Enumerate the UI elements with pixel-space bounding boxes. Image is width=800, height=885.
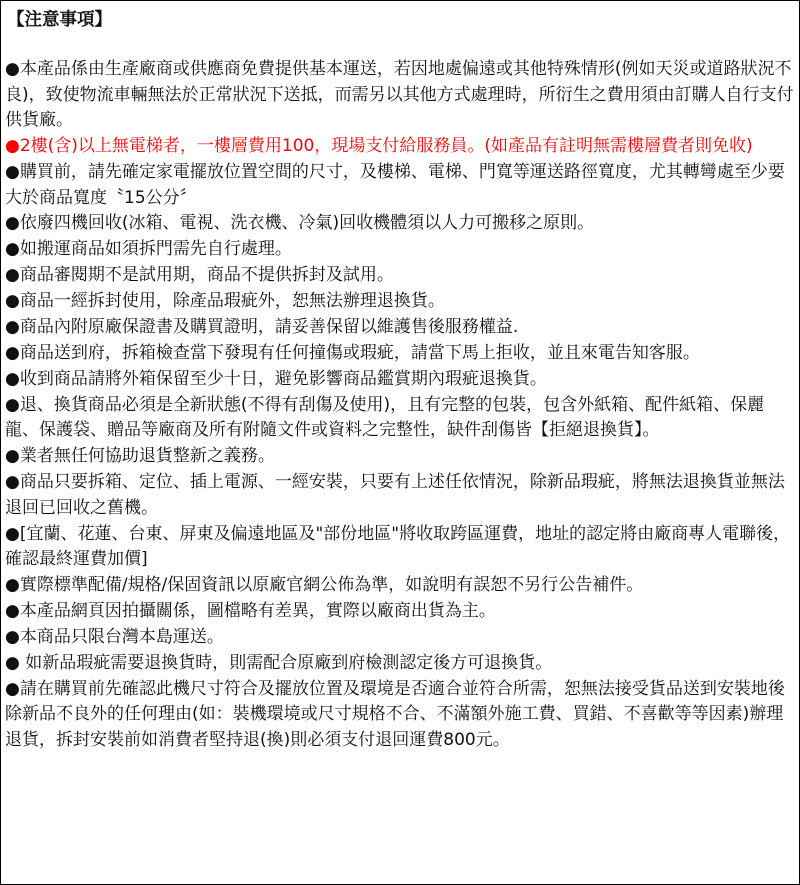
note-item-keep-box: ●收到商品請將外箱保留至少十日，避免影響商品鑑賞期內瑕疵退換貨。 (5, 368, 547, 389)
note-item-remote-fee: ●[宜蘭、花蓮、台東、屏東及偏遠地區及"部份地區"將收取跨區運費，地址的認定將由廠商專人電聯後，確認最終運費加價] (5, 523, 791, 570)
note-item-confirm-before-buy: ●請在購買前先確認此機尺寸符合及擺放位置及環境是否適合並符合所需，恕無法接受貨品送到安裝地後除新品不良外的任何理由(如：裝機環境或尺寸規格不合、不滿額外施工費、買錯、不喜歡等等因素)辦理退貨，拆封安裝前如消費者堅持退(換)則必須支付退回運費800元。 (5, 678, 785, 750)
note-item-installed: ●商品只要拆箱、定位、插上電源、一經安裝，只要有上述任依情況，除新品瑕疵，將無法退換貨並無法退回已回收之舊機。 (5, 472, 785, 518)
note-item-delivery: ●本產品係由生產廠商或供應商免費提供基本運送，若因地處偏遠或其他特殊情形(例如天災或道路狀況不良)，致使物流車輛無法於正常狀況下送抵，而需另以其他方式處理時，所衍生之費用須由訂購人自行支付供貨廠。 (5, 59, 794, 131)
note-item-floor-fee: ●2樓(含)以上無電梯者，一樓層費用100，現場支付給服務員。(如產品有註明無需樓層費者則免收) (5, 136, 753, 157)
note-item-door-removal: ●如搬運商品如須拆門需先自行處理。 (5, 239, 292, 260)
note-item-recycling: ●依廢四機回收(冰箱、電視、洗衣機、冷氣)回收機體須以人力可搬移之原則。 (5, 213, 595, 234)
note-item-taiwan-only: ●本商品只限台灣本島運送。 (5, 626, 224, 647)
note-item-space-check: ●購買前，請先確定家電擺放位置空間的尺寸，及樓梯、電梯、門寬等運送路徑寬度，尤其轉彎處至少要大於商品寬度〝15公分〞 (5, 161, 785, 208)
note-item-review-period: ●商品審閱期不是試用期，商品不提供拆封及試用。 (5, 265, 394, 286)
notice-list (5, 57, 797, 754)
note-item-specs: ●實際標準配備/規格/保固資訊以原廠官網公佈為準，如說明有誤恕不另行公告補件。 (5, 575, 644, 596)
note-item-photo: ●本產品網頁因拍攝關係，圖檔略有差異，實際以廠商出貨為主。 (5, 600, 496, 621)
note-item-opened-use: ●商品一經拆封使用，除產品瑕疵外，恕無法辦理退換貨。 (5, 291, 445, 312)
notice-title: 【注意事項】 (7, 10, 112, 30)
note-item-no-refurb: ●業者無任何協助退貨整新之義務。 (5, 446, 275, 467)
note-item-defect-check: ● 如新品瑕疵需要退換貨時，則需配合原廠到府檢測認定後方可退換貨。 (5, 652, 553, 673)
note-item-return-condition: ●退、換貨商品必須是全新狀態(不得有刮傷及使用)，且有完整的包裝，包含外紙箱、配件紙箱、保麗龍、保護袋、贈品等廠商及所有附隨文件或資料之完整性，缺件刮傷皆【拒絕退換貨】。 (5, 394, 765, 441)
note-item-warranty: ●商品內附原廠保證書及購買證明，請妥善保留以維護售後服務權益. (5, 317, 519, 338)
note-item-inspection: ●商品送到府，拆箱檢查當下發現有任何撞傷或瑕疵，請當下馬上拒收，並且來電告知客服。 (5, 342, 700, 363)
